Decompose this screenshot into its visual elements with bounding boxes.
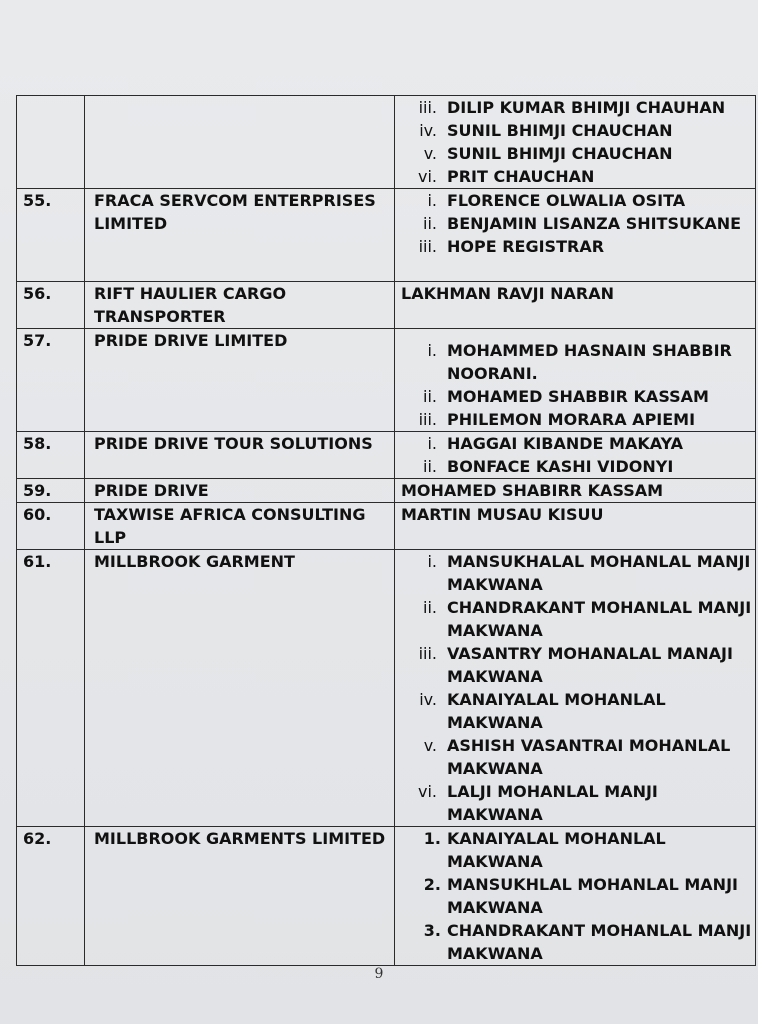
director-name: SUNIL BHIMJI CHAUCHAN: [447, 121, 673, 140]
list-item: [400, 780, 755, 826]
list-marker: iv.: [419, 690, 437, 709]
row-number-cell: 56.: [17, 282, 85, 329]
company-directors-table: [16, 95, 756, 966]
list-item: [400, 688, 755, 734]
company-name-cell: PRIDE DRIVE LIMITED: [85, 329, 395, 432]
list-marker: 3.: [423, 921, 441, 940]
list-marker: i.: [427, 191, 437, 210]
row-number-cell: 60.: [17, 503, 85, 550]
director-name: PHILEMON MORARA APIEMI: [447, 410, 696, 429]
page-number: 9: [374, 966, 384, 982]
table-row: [17, 479, 756, 503]
row-number-cell: 59.: [17, 479, 85, 503]
directors-cell: [395, 96, 756, 189]
list-item: [400, 596, 755, 642]
table-row: [17, 282, 756, 329]
company-name-cell: PRIDE DRIVE: [85, 479, 395, 503]
table-row: [17, 189, 756, 282]
director-name: MANSUKHLAL MOHANLAL MANJI MAKWANA: [447, 875, 738, 917]
director-name: MANSUKHALAL MOHANLAL MANJI MAKWANA: [447, 552, 751, 594]
director-name: PRIT CHAUCHAN: [447, 167, 595, 186]
company-name-cell: FRACA SERVCOM ENTERPRISES LIMITED: [85, 189, 395, 282]
list-item: [400, 235, 755, 258]
list-marker: iii.: [418, 98, 437, 117]
list-item: [400, 119, 755, 142]
table-row: [17, 96, 756, 189]
director-name: ASHISH VASANTRAI MOHANLAL MAKWANA: [447, 736, 731, 778]
list-item: [400, 734, 755, 780]
director-name: MOHAMED SHABIRR KASSAM: [401, 481, 664, 500]
table-row: [17, 503, 756, 550]
list-marker: ii.: [423, 214, 437, 233]
table-row: [17, 550, 756, 827]
list-item: [400, 212, 755, 235]
director-name: BONFACE KASHI VIDONYI: [447, 457, 674, 476]
list-marker: ii.: [423, 387, 437, 406]
list-marker: 1.: [423, 829, 441, 848]
list-marker: v.: [423, 736, 437, 755]
list-marker: vi.: [418, 167, 437, 186]
company-name-cell: PRIDE DRIVE TOUR SOLUTIONS: [85, 432, 395, 479]
director-name: CHANDRAKANT MOHANLAL MANJI MAKWANA: [447, 921, 752, 963]
table-row: [17, 329, 756, 432]
director-name: LAKHMAN RAVJI NARAN: [401, 284, 614, 303]
list-item: [400, 96, 755, 119]
directors-cell: [395, 479, 756, 503]
company-name-cell: [85, 96, 395, 189]
company-name-cell: MILLBROOK GARMENT: [85, 550, 395, 827]
row-number-cell: 62.: [17, 827, 85, 966]
directors-cell: [395, 503, 756, 550]
row-number-cell: [17, 96, 85, 189]
list-marker: iii.: [418, 644, 437, 663]
director-name: FLORENCE OLWALIA OSITA: [447, 191, 686, 210]
directors-cell: [395, 432, 756, 479]
list-marker: i.: [427, 341, 437, 360]
list-marker: i.: [427, 552, 437, 571]
directors-cell: [395, 329, 756, 432]
list-item: [400, 165, 755, 188]
director-name: BENJAMIN LISANZA SHITSUKANE: [447, 214, 742, 233]
list-marker: v.: [423, 144, 437, 163]
director-name: MOHAMMED HASNAIN SHABBIR NOORANI.: [447, 341, 732, 383]
row-number-cell: 55.: [17, 189, 85, 282]
row-number-cell: 61.: [17, 550, 85, 827]
list-marker: ii.: [423, 598, 437, 617]
list-item: [400, 642, 755, 688]
director-name: CHANDRAKANT MOHANLAL MANJI MAKWANA: [447, 598, 752, 640]
list-marker: 2.: [423, 875, 441, 894]
list-item: [400, 455, 755, 478]
list-marker: iii.: [418, 410, 437, 429]
list-marker: iii.: [418, 237, 437, 256]
list-item: [400, 432, 755, 455]
list-marker: ii.: [423, 457, 437, 476]
list-item: [400, 550, 755, 596]
company-name-cell: MILLBROOK GARMENTS LIMITED: [85, 827, 395, 966]
director-name: VASANTRY MOHANALAL MANAJI MAKWANA: [447, 644, 733, 686]
row-number-cell: 57.: [17, 329, 85, 432]
row-number-cell: 58.: [17, 432, 85, 479]
company-name-cell: RIFT HAULIER CARGO TRANSPORTER: [85, 282, 395, 329]
directors-cell: [395, 550, 756, 827]
list-marker: i.: [427, 434, 437, 453]
list-marker: iv.: [419, 121, 437, 140]
list-item: [400, 189, 755, 212]
list-item: [400, 827, 755, 873]
directors-cell: [395, 282, 756, 329]
director-name: KANAIYALAL MOHANLAL MAKWANA: [447, 690, 666, 732]
directors-cell: [395, 827, 756, 966]
list-item: [400, 919, 755, 965]
director-name: SUNIL BHIMJI CHAUCHAN: [447, 144, 673, 163]
table-row: [17, 432, 756, 479]
list-item: [400, 385, 755, 408]
list-item: [400, 339, 755, 385]
table-row: [17, 827, 756, 966]
director-name: MOHAMED SHABBIR KASSAM: [447, 387, 709, 406]
director-name: MARTIN MUSAU KISUU: [401, 505, 604, 524]
company-name-cell: TAXWISE AFRICA CONSULTING LLP: [85, 503, 395, 550]
list-marker: vi.: [418, 782, 437, 801]
director-name: LALJI MOHANLAL MANJI MAKWANA: [447, 782, 658, 824]
directors-cell: [395, 189, 756, 282]
director-name: DILIP KUMAR BHIMJI CHAUHAN: [447, 98, 726, 117]
list-item: [400, 873, 755, 919]
list-item: [400, 408, 755, 431]
director-name: HAGGAI KIBANDE MAKAYA: [447, 434, 684, 453]
list-item: [400, 142, 755, 165]
director-name: KANAIYALAL MOHANLAL MAKWANA: [447, 829, 666, 871]
director-name: HOPE REGISTRAR: [447, 237, 605, 256]
